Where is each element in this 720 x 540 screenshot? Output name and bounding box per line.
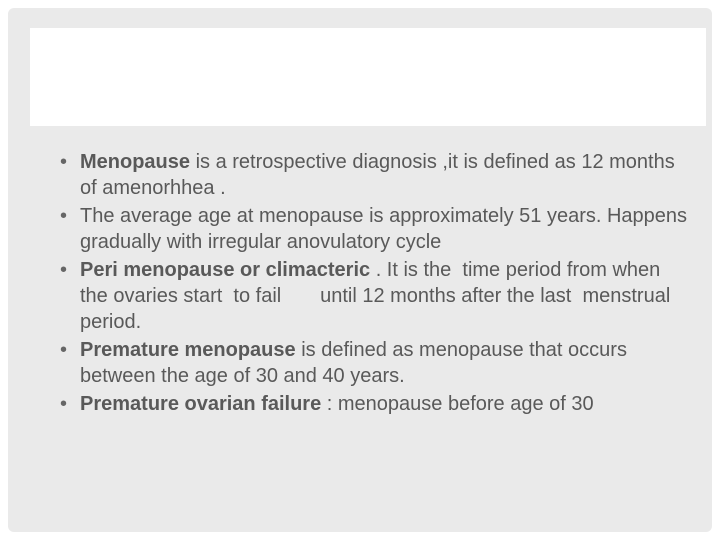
bullet-item-premature-menopause [60,337,690,389]
bullet-text: is a retrospective diagnosis ,it is defined as 12 months of amenorhhea . [80,151,675,199]
bullet-text: is defined as menopause that occurs between the age of 30 and 40 years. [80,339,627,387]
bullet-term: Premature ovarian failure [80,393,322,415]
bullet-item-menopause [60,149,690,201]
slide-panel [8,8,712,532]
bullet-text: The average age at menopause is approximately 51 years. Happens gradually with irregular anovulatory cycle [80,205,688,253]
bullet-item-premature-ovarian-failure [60,391,690,417]
bullet-list [60,149,690,419]
bullet-term: Premature menopause [80,339,296,361]
bullet-icon: • [60,339,68,361]
bullet-icon: • [60,205,68,227]
bullet-icon: • [60,151,68,173]
bullet-text: : menopause before age of 30 [321,393,594,415]
title-placeholder [30,28,706,126]
bullet-icon: • [60,259,68,281]
bullet-term: Menopause [80,151,191,173]
bullet-item-peri-menopause [60,257,690,335]
bullet-text: . It is the time period from when the ovaries start to fail until 12 months after the last menstrual period. [80,259,676,333]
bullet-icon: • [60,393,68,415]
bullet-term: Peri menopause or climacteric [80,259,371,281]
bullet-item-average-age [60,203,690,255]
